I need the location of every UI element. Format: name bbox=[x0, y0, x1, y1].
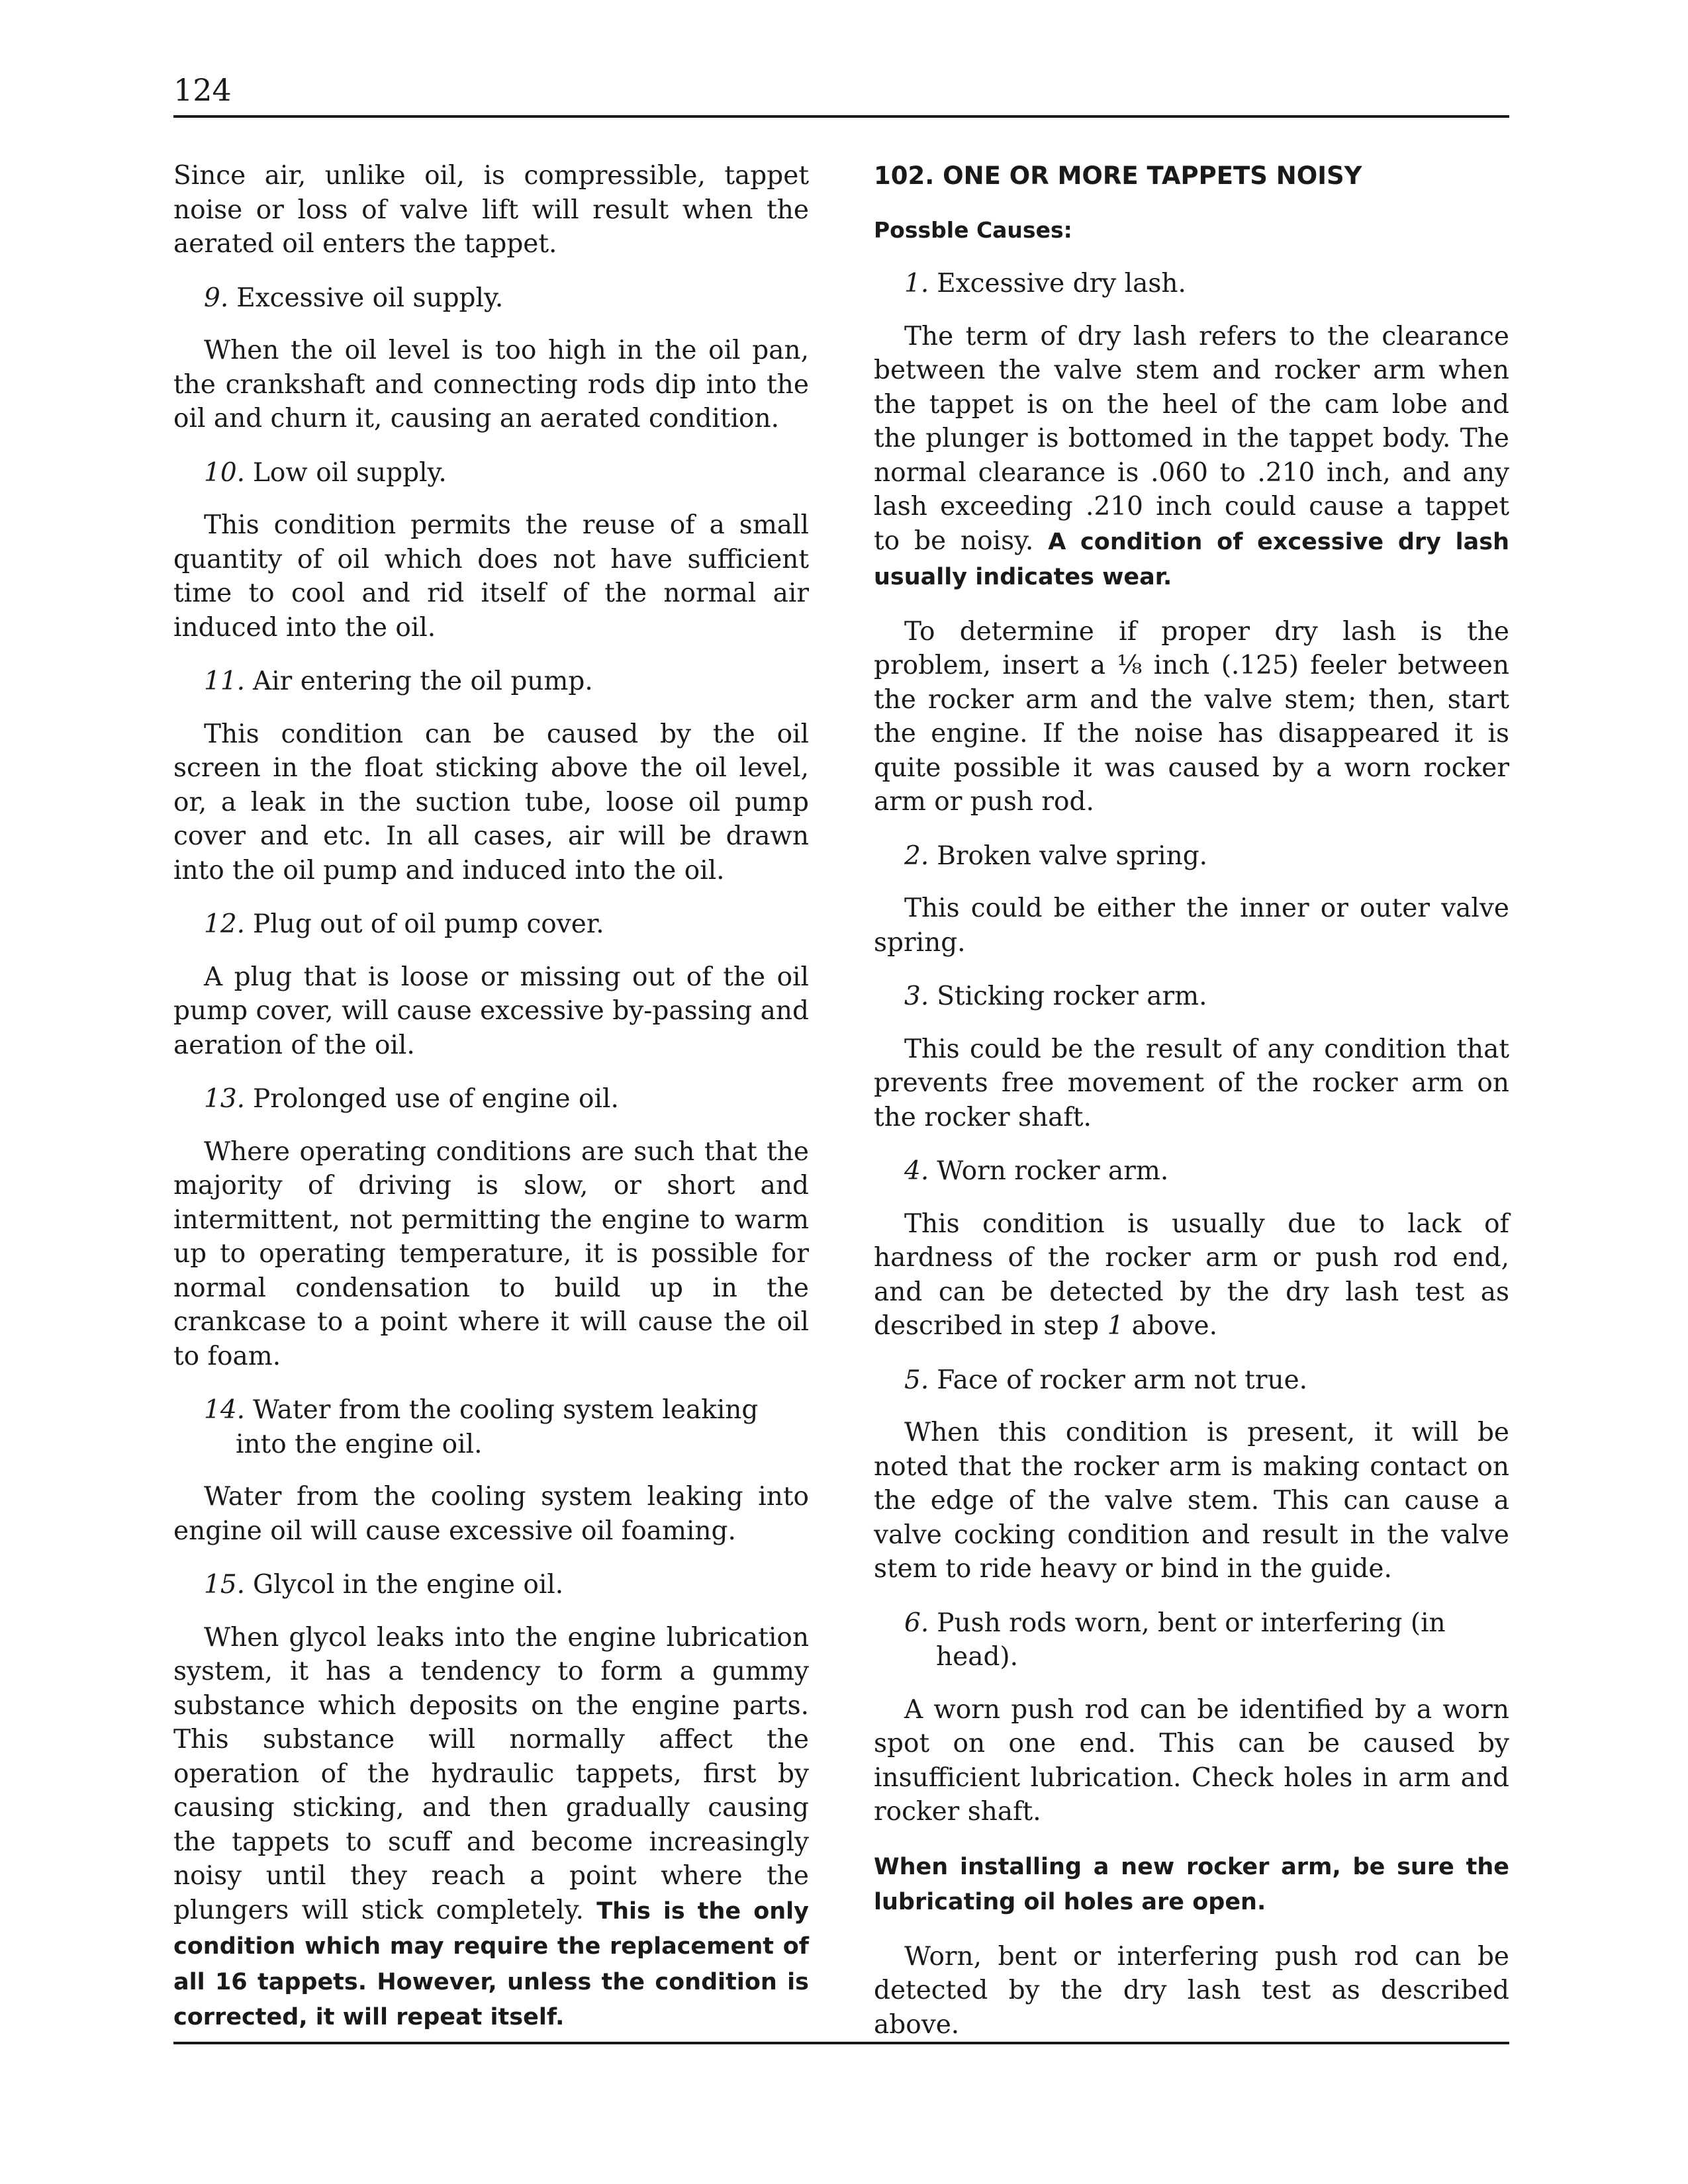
paragraph-excessive-oil: When the oil level is too high in the oil pan, the crankshaft and connecting rods dip into the oil and churn it, causing an aerated condition. bbox=[173, 336, 809, 433]
cause-item-4 bbox=[874, 1154, 1509, 1189]
cause-item-6 bbox=[874, 1606, 1509, 1674]
cause-item-9 bbox=[173, 281, 809, 316]
item-title: Glycol in the engine oil. bbox=[253, 1570, 564, 1600]
item-number: 15. bbox=[204, 1570, 246, 1600]
header-rule bbox=[173, 115, 1509, 118]
cause-item-3 bbox=[874, 979, 1509, 1014]
dry-lash-note: A condition of excessive dry lash usually indicates wear. bbox=[874, 528, 1510, 590]
item-title: Excessive oil supply. bbox=[236, 283, 504, 313]
glycol-warning: This is the only condition which may require the replacement of all 16 tappets. However, unless the condition is corrected, it will repeat itself. bbox=[173, 1897, 809, 2030]
cause-item-5 bbox=[874, 1363, 1509, 1398]
item-number: 6. bbox=[904, 1608, 929, 1638]
cause-item-10 bbox=[173, 456, 809, 490]
item-number: 1. bbox=[904, 269, 929, 298]
left-column bbox=[173, 159, 809, 2055]
cause-item-13 bbox=[173, 1082, 809, 1116]
item-number: 2. bbox=[904, 841, 929, 871]
section-heading: 102. ONE OR MORE TAPPETS NOISY bbox=[874, 161, 1362, 190]
item-number: 4. bbox=[904, 1156, 929, 1186]
cause-item-1 bbox=[874, 267, 1509, 301]
item-title: Face of rocker arm not true. bbox=[937, 1365, 1308, 1395]
paragraph-sticking-arm: This could be the result of any condition that prevents free movement of the rocker arm on the rocker shaft. bbox=[874, 1034, 1509, 1132]
step-reference: 1 bbox=[1107, 1311, 1124, 1341]
item-title: Air entering the oil pump. bbox=[253, 666, 593, 696]
item-number: 5. bbox=[904, 1365, 929, 1395]
worn-arm-text: This condition is usually due to lack of hardness of the rocker arm or push rod end, and can be detected by the dry lash test as described in step bbox=[874, 1208, 1509, 1341]
item-title: Push rods worn, bent or interfering (in head). bbox=[936, 1608, 1446, 1672]
paragraph-worn-arm bbox=[874, 1207, 1509, 1343]
paragraph-face-not-true: When this condition is present, it will be noted that the rocker arm is making contact on the edge of the valve stem. This can cause a valve cocking condition and result in the valve stem to ride heavy or bind in the guide. bbox=[874, 1418, 1509, 1584]
item-title: Plug out of oil pump cover. bbox=[253, 909, 604, 939]
dry-lash-text: The term of dry lash refers to the clearance between the valve stem and rocker arm when the tappet is on the heel of the cam lobe and the plunger is bottomed in the tappet body. The normal clearance is .060 to .210 inch, and any lash exceeding .210 inch could cause a tappet to be noisy. bbox=[874, 321, 1509, 556]
item-number: 14. bbox=[204, 1395, 246, 1425]
item-number: 10. bbox=[204, 457, 246, 488]
paragraph-aerated-oil: Since air, unlike oil, is compressible, tappet noise or loss of valve lift will result when the aerated oil enters the tappet. bbox=[173, 161, 809, 259]
paragraph-prolonged-use: Where operating conditions are such that the majority of driving is slow, or short and intermittent, not permitting the engine to warm up to operating temperature, it is possible for normal condensation to build up in the crankcase to a point where it will cause the oil to foam. bbox=[173, 1136, 809, 1371]
item-title: Low oil supply. bbox=[253, 457, 447, 488]
worn-arm-text-end: above. bbox=[1131, 1311, 1218, 1341]
item-title: Prolonged use of engine oil. bbox=[253, 1084, 619, 1114]
paragraph-water-leak: Water from the cooling system leaking into engine oil will cause excessive oil foaming. bbox=[173, 1482, 809, 1546]
item-number: 11. bbox=[204, 666, 246, 696]
cause-item-2 bbox=[874, 839, 1509, 874]
paragraph-glycol bbox=[173, 1621, 809, 2035]
item-title: Sticking rocker arm. bbox=[937, 981, 1207, 1011]
footer-rule bbox=[173, 2042, 1509, 2044]
right-column bbox=[874, 159, 1509, 2062]
item-number: 13. bbox=[204, 1084, 246, 1114]
possible-causes-label: Possble Causes: bbox=[874, 216, 1072, 243]
item-title: Excessive dry lash. bbox=[937, 269, 1186, 298]
cause-item-14 bbox=[173, 1393, 809, 1461]
cause-item-15 bbox=[173, 1568, 809, 1602]
paragraph-air-pump: This condition can be caused by the oil screen in the float sticking above the oil level, or, a leak in the suction tube, loose oil pump cover and etc. In all cases, air will be drawn into the oil pump and induced into the oil. bbox=[173, 719, 809, 886]
paragraph-push-rod: A worn push rod can be identified by a worn spot on one end. This can be caused by insufficient lubrication. Check holes in arm and rocker shaft. bbox=[874, 1694, 1509, 1827]
item-number: 3. bbox=[904, 981, 929, 1011]
item-number: 12. bbox=[204, 909, 246, 939]
paragraph-push-rod-test: Worn, bent or interfering push rod can be detected by the dry lash test as described above. bbox=[874, 1941, 1509, 2040]
glycol-text: When glycol leaks into the engine lubrication system, it has a tendency to form a gummy substance which deposits on the engine parts. This substance will normally affect the operation of the hydraulic tappets, first by causing sticking, and then gradually causing the tappets to scuff and become increasingly noisy until they reach a point where the plungers will stick completely. bbox=[173, 1622, 809, 1925]
cause-item-11 bbox=[173, 664, 809, 699]
item-number: 9. bbox=[204, 283, 229, 313]
item-title: Broken valve spring. bbox=[937, 841, 1208, 871]
paragraph-plug: A plug that is loose or missing out of the oil pump cover, will cause excessive by-passing and aeration of the oil. bbox=[173, 962, 809, 1060]
paragraph-valve-spring: This could be either the inner or outer valve spring. bbox=[874, 893, 1509, 958]
item-title: Worn rocker arm. bbox=[937, 1156, 1169, 1186]
paragraph-feeler-test: To determine if proper dry lash is the problem, insert a ⅛ inch (.125) feeler between the rocker arm and the valve stem; then, start the engine. If the noise has disappeared it is quite possible it was caused by a worn rocker arm or push rod. bbox=[874, 616, 1509, 817]
item-title: Water from the cooling system leaking into the engine oil. bbox=[236, 1395, 759, 1459]
paragraph-low-oil: This condition permits the reuse of a small quantity of oil which does not have sufficient time to cool and rid itself of the normal air induced into the oil. bbox=[173, 510, 809, 643]
paragraph-install-note bbox=[874, 1849, 1509, 1920]
page-number: 124 bbox=[173, 72, 232, 108]
paragraph-dry-lash bbox=[874, 320, 1509, 595]
install-warning: When installing a new rocker arm, be sure the lubricating oil holes are open. bbox=[874, 1853, 1509, 1915]
cause-item-12 bbox=[173, 907, 809, 942]
